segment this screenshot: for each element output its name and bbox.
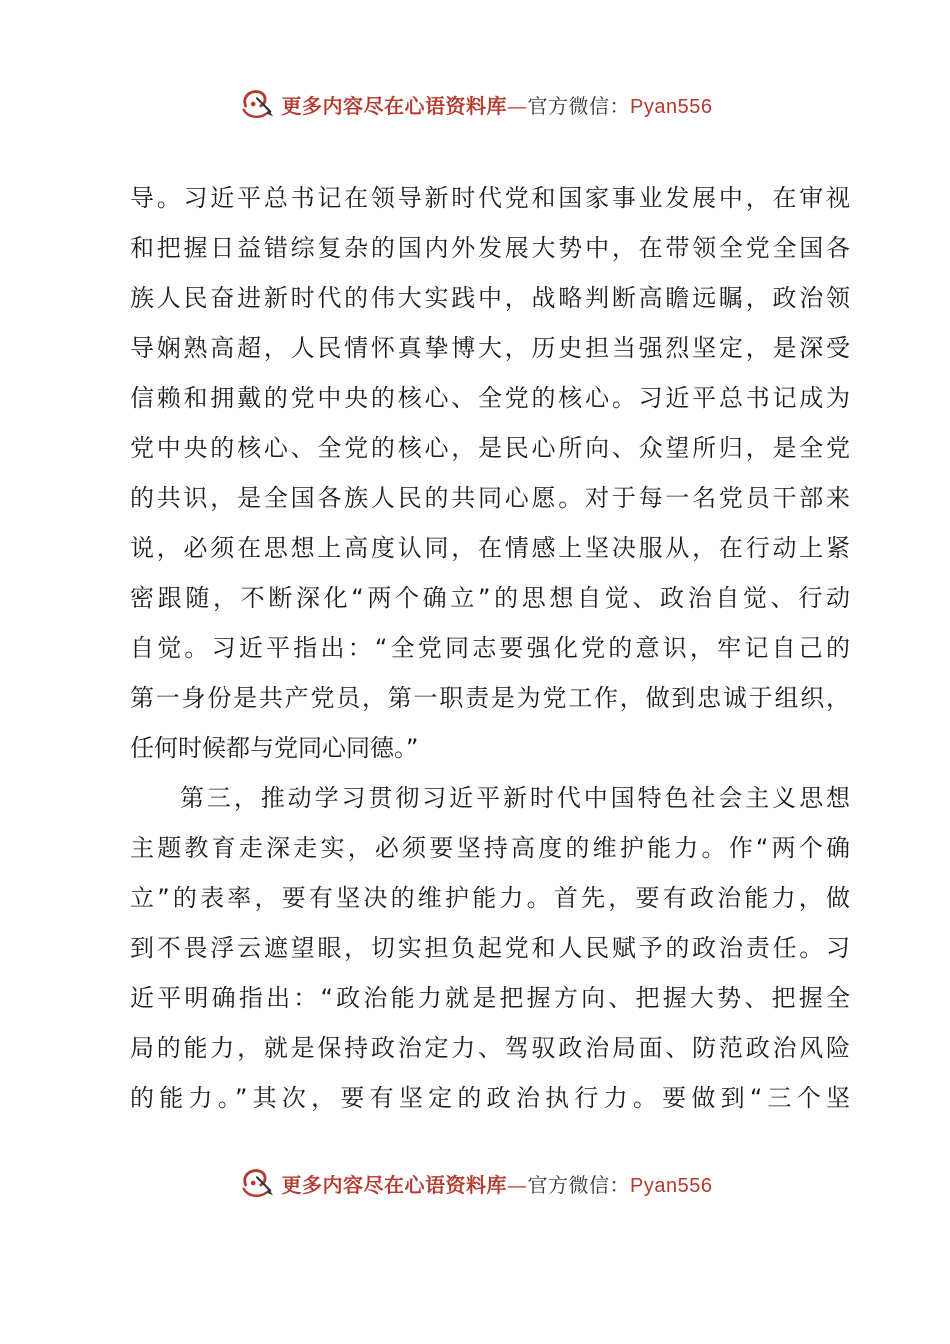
text-line: 局的能力，就是保持政治定力、驾驭政治局面、防范政治风险 — [130, 1034, 850, 1062]
banner-brand: 更多内容尽在心语资料库 — [281, 93, 508, 118]
text-line: 的能力。”其次，要有坚定的政治执行力。要做到“三个坚 — [130, 1084, 850, 1112]
text-line: 主题教育走深走实，必须要坚持高度的维护能力。作“两个确 — [130, 834, 850, 862]
text-line: 族人民奋进新时代的伟大实践中，战略判断高瞻远瞩，政治领 — [130, 284, 850, 312]
banner-wechat-id: Pyan556 — [630, 95, 713, 118]
footer-watermark-banner — [0, 1161, 950, 1205]
header-watermark-banner — [0, 82, 950, 126]
brush-logo-icon — [238, 85, 276, 123]
text-line: 近平明确指出：“政治能力就是把握方向、把握大势、把握全 — [130, 984, 850, 1012]
text-line: 到不畏浮云遮望眼，切实担负起党和人民赋予的政治责任。习 — [130, 934, 850, 962]
brush-logo-icon — [238, 1164, 276, 1202]
text-line: 密跟随，不断深化“两个确立”的思想自觉、政治自觉、行动 — [130, 584, 850, 612]
banner-dash: — — [507, 93, 528, 118]
text-line: 说，必须在思想上高度认同，在情感上坚决服从，在行动上紧 — [130, 534, 850, 562]
text-line: 立”的表率，要有坚决的维护能力。首先，要有政治能力，做 — [130, 884, 850, 912]
text-line: 党中央的核心、全党的核心，是民心所向、众望所归，是全党 — [130, 434, 850, 462]
banner-dash: — — [507, 1172, 528, 1197]
paragraph — [130, 173, 850, 773]
text-line: 第三，推动学习贯彻习近平新时代中国特色社会主义思想 — [180, 784, 850, 812]
text-line: 导。习近平总书记在领导新时代党和国家事业发展中，在审视 — [130, 184, 850, 212]
text-line: 自觉。习近平指出：“全党同志要强化党的意识，牢记自己的 — [130, 634, 850, 662]
document-body — [130, 173, 850, 1123]
text-line: 第一身份是共产党员，第一职责是为党工作，做到忠诚于组织， — [130, 684, 850, 712]
banner-brand: 更多内容尽在心语资料库 — [281, 1172, 508, 1197]
banner-text — [282, 90, 713, 119]
text-line: 的共识，是全国各族人民的共同心愿。对于每一名党员干部来 — [130, 484, 850, 512]
banner-wechat-id: Pyan556 — [630, 1174, 713, 1197]
text-line: 和把握日益错综复杂的国内外发展大势中，在带领全党全国各 — [130, 234, 850, 262]
banner-official-label: 官方微信： — [527, 93, 631, 118]
banner-text — [282, 1169, 713, 1198]
text-line: 信赖和拥戴的党中央的核心、全党的核心。习近平总书记成为 — [130, 384, 850, 412]
text-line: 导娴熟高超，人民情怀真挚博大，历史担当强烈坚定，是深受 — [130, 334, 850, 362]
banner-official-label: 官方微信： — [527, 1172, 631, 1197]
paragraph — [130, 773, 850, 1123]
text-line: 任何时候都与党同心同德。” — [130, 734, 419, 762]
